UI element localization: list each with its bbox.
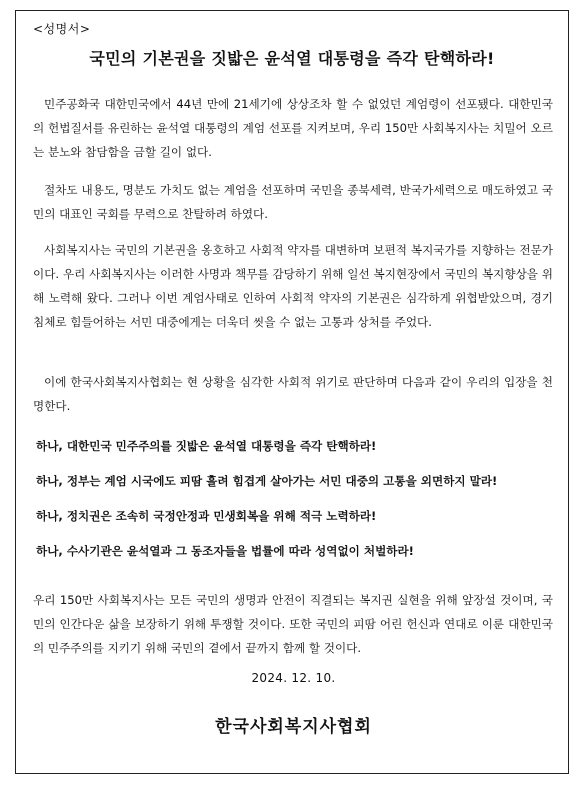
paragraph-social-workers: 사회복지사는 국민의 기본권을 옹호하고 사회적 약자를 대변하며 보편적 복지국가를 지향하는 전문가이다. 우리 사회복지사는 이러한 사명과 책무를 감당하기 위해 일선 복지현장에서 국민의 복지향상을 위해 노력해 왔다. 그러나 이번 계엄사태로 인하여 사회적 약자의 기본권은 심각하게 위협받았으며, 경기침체로 힘들어하는 서민 대중에게는 더욱더 씻을 수 없는 고통과 상처를 주었다. xyxy=(33,243,553,329)
resolution-item: 하나, 정치권은 조속히 국정안정과 민생회복을 위해 적극 노력하라! xyxy=(36,509,377,523)
paragraph-position: 이에 한국사회복지사협회는 현 상황을 심각한 사회적 위기로 판단하며 다음과 같이 우리의 입장을 천명한다. xyxy=(33,375,553,413)
statement-title: 국민의 기본권을 짓밟은 윤석열 대통령을 즉각 탄핵하라! xyxy=(89,49,495,68)
statement-date: 2024. 12. 10. xyxy=(251,671,336,685)
resolution-list xyxy=(36,438,556,578)
resolution-item: 하나, 수사기관은 윤석열과 그 동조자들을 법률에 따라 성역없이 처벌하라! xyxy=(36,544,414,558)
organization-name: 한국사회복지사협회 xyxy=(215,717,372,737)
document-type-label: <성명서> xyxy=(33,22,91,36)
resolution-item: 하나, 정부는 계엄 시국에도 피땀 흘려 힘겹게 살아가는 서민 대중의 고통을 외면하지 말라! xyxy=(36,474,498,488)
paragraph-closing: 우리 150만 사회복지사는 모든 국민의 생명과 안전이 직결되는 복지권 실현을 위해 앞장설 것이며, 국민의 인간다운 삶을 보장하기 위해 투쟁할 것이다. 또한 국민의 피땀 어린 헌신과 연대로 이룬 대한민국의 민주주의를 지키기 위해 국민의 곁에서 끝까지 함께 할 것이다. xyxy=(33,593,553,655)
paragraph-martial-law: 절차도 내용도, 명분도 가치도 없는 계엄을 선포하며 국민을 종북세력, 반국가세력으로 매도하였고 국민의 대표인 국회를 무력으로 찬탈하려 하였다. xyxy=(33,183,553,221)
resolution-item: 하나, 대한민국 민주주의를 짓밟은 윤석열 대통령을 즉각 탄핵하라! xyxy=(36,439,377,453)
paragraph-intro: 민주공화국 대한민국에서 44년 만에 21세기에 상상조차 할 수 없었던 계엄령이 선포됐다. 대한민국의 헌법질서를 유린하는 윤석열 대통령의 계엄 선포를 지켜보며, 우리 150만 사회복지사는 치밀어 오르는 분노와 참담함을 금할 길이 없다. xyxy=(33,97,553,159)
